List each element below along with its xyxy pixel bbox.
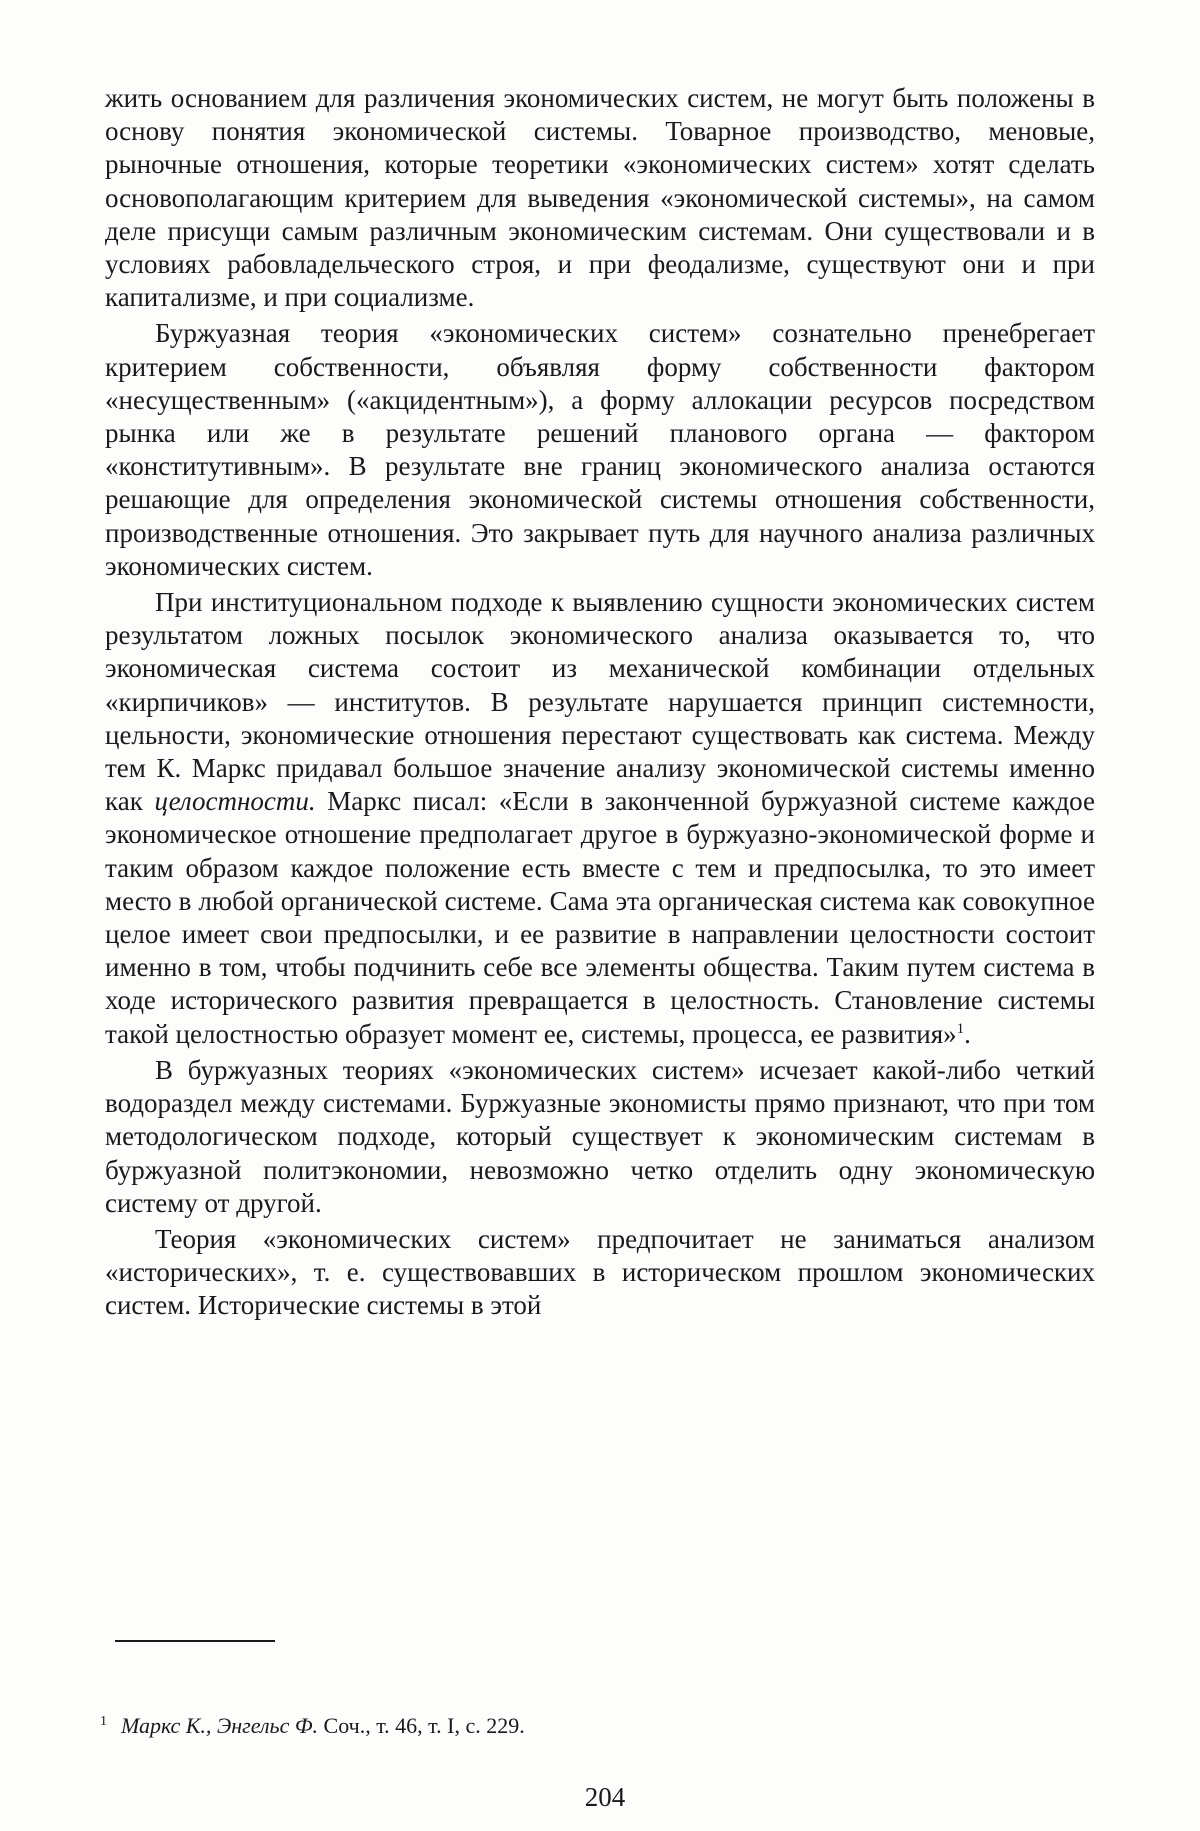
body-text [105, 82, 1095, 1323]
footnote-divider [115, 1640, 275, 1642]
paragraph-5: Теория «экономических систем» предпочитает не заниматься анализом «исторических», т. е. существовавших в историческом прошлом экономических систем. Исторические системы в этой [105, 1223, 1095, 1321]
paragraph-3-text-after: Маркс писал: «Если в законченной буржуазной системе каждое экономическое отношение предполагает другое в буржуазно-экономической форме и таким образом каждое положение есть вместе с тем и предпосылка, то это имеет место в любой органической системе. Сама эта органическая система как совокупное целое имеет свои предпосылки, и ее развитие в направлении целостности состоит именно в том, чтобы подчинить себе все элементы общества. Таким путем система в ходе исторического развития превращается в целостность. Становление системы такой целостностью образует момент ее, системы, процесса, ее развития» [105, 786, 1095, 1049]
footnote-mark: 1 [100, 1713, 107, 1729]
paragraph-3 [105, 586, 1095, 1051]
footnote [100, 1712, 1090, 1740]
paragraph-4: В буржуазных теориях «экономических систем» исчезает какой-либо четкий водораздел между системами. Буржуазные экономисты прямо признают, что при том методологическом подходе, который существует к экономическим системам в буржуазной политэкономии, невозможно четко отделить одну экономическую систему от другой. [105, 1054, 1095, 1218]
paragraph-3-text-end: . [964, 1018, 971, 1049]
paragraph-2: Буржуазная теория «экономических систем» сознательно пренебрегает критерием собственности, объявляя форму собственности фактором «несущественным» («акцидентным»), а форму аллокации ресурсов посредством рынка или же в результате решений планового органа — фактором «конститутивным». В результате вне границ экономического анализа остаются решающие для определения экономической системы отношения собственности, производственные отношения. Это закрывает путь для научного анализа различных экономических систем. [105, 318, 1095, 581]
footnote-reference-text: Соч., т. 46, т. I, с. 229. [318, 1713, 525, 1738]
footnote-author: Маркс К., Энгельс Ф. [121, 1713, 319, 1738]
paragraph-1: жить основанием для различения экономических систем, не могут быть положены в основу понятия экономической системы. Товарное производство, меновые, рыночные отношения, которые теоретики «экономических систем» хотят сделать основополагающим критерием для выведения «экономической системы», на самом деле присущи самым различным экономическим системам. Они существовали и в условиях рабовладельческого строя, и при феодализме, существуют они и при капитализме, и при социализме. [105, 83, 1095, 313]
footnote-reference[interactable]: 1 [956, 1020, 965, 1037]
emphasis-term: целостности. [154, 786, 316, 817]
page-number: 204 [584, 1782, 626, 1812]
paragraph-3-text-before: При институциональном подходе к выявлению сущности экономических систем результатом ложных посылок экономического анализа оказывается то, что экономическая система состоит из механической комбинации отдельных «кирпичиков» — институтов. В результате нарушается принцип системности, цельности, экономические отношения перестают существовать как система. Между тем К. Маркс придавал большое значение анализу экономической системы именно как [105, 587, 1095, 817]
